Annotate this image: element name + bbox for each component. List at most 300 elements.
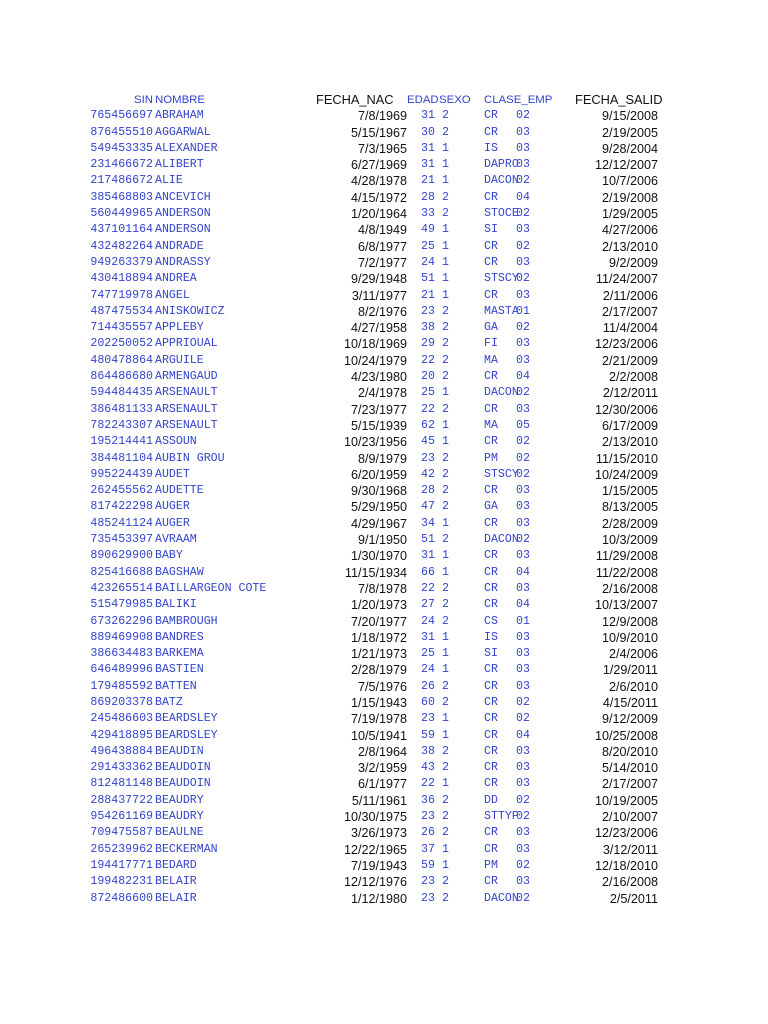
cell-fecha-salida: 9/12/2009 [601,712,658,727]
cell-fecha-salida: 11/15/2010 [595,451,658,466]
cell-clase-code: 03 [516,516,530,530]
cell-clase-emp: CR [484,761,498,775]
cell-nombre: ARGUILE [155,353,204,367]
cell-fecha-nac: 4/8/1949 [357,223,407,238]
cell-nombre: BAGSHAW [155,565,204,579]
cell-nombre: BEARDSLEY [155,712,218,726]
cell-nombre: AGGARWAL [155,125,211,139]
header-fecha-nac: FECHA_NAC [316,92,394,107]
cell-clase-emp: PM [484,451,498,465]
cell-edad: 25 [421,647,435,661]
cell-edad: 49 [421,223,435,237]
cell-fecha-nac: 8/2/1976 [357,304,407,319]
cell-fecha-nac: 5/15/1967 [350,125,407,140]
cell-sin: 480478864 [90,353,153,367]
cell-fecha-nac: 4/27/1958 [350,321,407,336]
table-row [0,630,768,646]
cell-edad: 23 [421,712,435,726]
table-row [0,483,768,499]
cell-fecha-salida: 10/7/2006 [601,174,658,189]
cell-clase-code: 02 [516,533,530,547]
cell-edad: 24 [421,255,435,269]
cell-fecha-salida: 10/9/2010 [601,630,658,645]
cell-fecha-salida: 12/23/2006 [594,337,658,352]
cell-sexo: 2 [442,207,449,221]
header-sin: SIN [134,94,153,106]
table-row [0,271,768,287]
cell-nombre: ARSENAULT [155,418,218,432]
cell-clase-code: 03 [516,125,530,139]
cell-clase-emp: PM [484,858,498,872]
cell-clase-emp: DD [484,793,498,807]
table-row [0,418,768,434]
cell-sexo: 1 [442,630,449,644]
cell-clase-code: 01 [516,614,530,628]
cell-sexo: 1 [442,842,449,856]
cell-sexo: 1 [442,435,449,449]
cell-clase-emp: CR [484,516,498,530]
cell-clase-code: 03 [516,223,530,237]
cell-sin: 194417771 [90,858,153,872]
table-row [0,809,768,825]
cell-sin: 386481133 [90,402,153,416]
table-row [0,434,768,450]
cell-nombre: ANDERSON [155,223,211,237]
cell-fecha-salida: 2/10/2007 [601,810,658,825]
cell-nombre: AUBIN GROU [155,451,225,465]
cell-fecha-nac: 12/12/1976 [343,875,407,890]
cell-fecha-salida: 10/24/2009 [594,467,658,482]
cell-sexo: 2 [442,761,449,775]
cell-sin: 812481148 [90,777,153,791]
cell-clase-emp: CR [484,744,498,758]
cell-clase-code: 03 [516,663,530,677]
cell-clase-emp: CR [484,565,498,579]
table-row [0,646,768,662]
cell-fecha-nac: 4/23/1980 [350,370,407,385]
cell-fecha-nac: 10/5/1941 [350,728,407,743]
cell-fecha-salida: 9/28/2004 [601,141,658,156]
cell-fecha-salida: 2/21/2009 [601,353,658,368]
cell-edad: 21 [421,288,435,302]
cell-nombre: ANDERSON [155,207,211,221]
cell-clase-emp: CR [484,288,498,302]
cell-sexo: 2 [442,598,449,612]
cell-nombre: AUGER [155,500,190,514]
cell-clase-emp: CR [484,777,498,791]
cell-fecha-nac: 1/12/1980 [350,891,407,906]
cell-nombre: ANGEL [155,288,190,302]
cell-sexo: 1 [442,418,449,432]
cell-sexo: 1 [442,288,449,302]
cell-edad: 23 [421,891,435,905]
cell-fecha-nac: 9/1/1950 [357,533,407,548]
cell-fecha-salida: 2/28/2009 [601,516,658,531]
cell-sin: 179485592 [90,679,153,693]
cell-clase-emp: MASTA [484,304,519,318]
cell-clase-code: 03 [516,630,530,644]
table-row [0,891,768,907]
cell-clase-code: 03 [516,842,530,856]
cell-sexo: 1 [442,565,449,579]
cell-fecha-nac: 4/28/1978 [350,174,407,189]
cell-fecha-salida: 5/14/2010 [601,761,658,776]
cell-sin: 594484435 [90,386,153,400]
cell-sexo: 1 [442,777,449,791]
cell-sin: 560449965 [90,207,153,221]
cell-fecha-salida: 2/17/2007 [601,777,658,792]
table-row [0,304,768,320]
cell-sexo: 2 [442,304,449,318]
table-row [0,825,768,841]
cell-clase-emp: CR [484,581,498,595]
cell-fecha-nac: 7/8/1978 [357,581,407,596]
cell-sin: 825416688 [90,565,153,579]
cell-fecha-nac: 7/5/1976 [357,679,407,694]
cell-sexo: 2 [442,190,449,204]
cell-sin: 432482264 [90,239,153,253]
cell-sin: 954261169 [90,810,153,824]
cell-sin: 817422298 [90,500,153,514]
cell-clase-emp: DACON [484,174,519,188]
cell-clase-code: 02 [516,207,530,221]
table-row [0,206,768,222]
cell-clase-code: 03 [516,581,530,595]
cell-clase-code: 04 [516,598,530,612]
cell-sin: 949263379 [90,255,153,269]
cell-edad: 23 [421,875,435,889]
cell-fecha-nac: 5/15/1939 [350,418,407,433]
cell-edad: 59 [421,858,435,872]
cell-clase-code: 03 [516,777,530,791]
cell-edad: 42 [421,467,435,481]
cell-clase-emp: STOCE [484,207,519,221]
cell-clase-code: 02 [516,435,530,449]
cell-sin: 646489996 [90,663,153,677]
cell-fecha-nac: 5/11/1961 [351,793,407,808]
table-row [0,662,768,678]
cell-nombre: BATZ [155,695,183,709]
cell-sexo: 1 [442,647,449,661]
cell-clase-emp: CR [484,435,498,449]
cell-sexo: 1 [442,663,449,677]
cell-sexo: 2 [442,402,449,416]
cell-clase-code: 02 [516,386,530,400]
cell-sexo: 2 [442,614,449,628]
cell-fecha-salida: 12/12/2007 [594,158,658,173]
cell-clase-code: 03 [516,484,530,498]
cell-clase-emp: CR [484,598,498,612]
table-row [0,173,768,189]
header-edad: EDAD [407,94,439,106]
cell-clase-code: 03 [516,761,530,775]
cell-edad: 28 [421,190,435,204]
cell-nombre: BAMBROUGH [155,614,218,628]
table-row [0,760,768,776]
table-row [0,125,768,141]
cell-sexo: 2 [442,826,449,840]
cell-nombre: BASTIEN [155,663,204,677]
cell-clase-code: 03 [516,549,530,563]
cell-sexo: 2 [442,793,449,807]
cell-fecha-salida: 2/6/2010 [608,679,658,694]
cell-clase-emp: CR [484,402,498,416]
cell-sin: 872486600 [90,891,153,905]
cell-fecha-salida: 2/11/2006 [602,288,658,303]
cell-nombre: BAILLARGEON COTE [155,581,267,595]
table-row [0,874,768,890]
table-row [0,548,768,564]
cell-sin: 384481104 [90,451,153,465]
cell-clase-emp: CR [484,826,498,840]
cell-clase-emp: CR [484,549,498,563]
cell-clase-code: 04 [516,190,530,204]
cell-fecha-salida: 2/19/2005 [601,125,658,140]
cell-nombre: BEAUDRY [155,810,204,824]
cell-clase-code: 03 [516,158,530,172]
cell-sin: 199482231 [90,875,153,889]
cell-edad: 38 [421,321,435,335]
header-sexo: SEXO [439,94,471,106]
table-row [0,744,768,760]
cell-fecha-nac: 6/27/1969 [350,158,407,173]
cell-edad: 26 [421,679,435,693]
cell-fecha-nac: 8/9/1979 [357,451,407,466]
table-row [0,108,768,124]
cell-fecha-nac: 10/18/1969 [343,337,407,352]
cell-sin: 709475587 [90,826,153,840]
cell-fecha-salida: 1/15/2005 [601,484,658,499]
cell-sexo: 1 [442,255,449,269]
cell-clase-code: 02 [516,239,530,253]
cell-fecha-nac: 5/29/1950 [350,500,407,515]
cell-sin: 515479985 [90,598,153,612]
table-row [0,369,768,385]
cell-edad: 47 [421,500,435,514]
cell-edad: 59 [421,728,435,742]
header-nombre: NOMBRE [155,94,205,106]
table-row [0,516,768,532]
cell-sin: 747719978 [90,288,153,302]
table-row [0,255,768,271]
cell-fecha-salida: 12/23/2006 [594,826,658,841]
cell-clase-code: 02 [516,810,530,824]
cell-sexo: 2 [442,500,449,514]
cell-edad: 28 [421,484,435,498]
cell-fecha-salida: 2/16/2008 [601,581,658,596]
cell-nombre: ALIE [155,174,183,188]
cell-nombre: ARMENGAUD [155,370,218,384]
cell-edad: 22 [421,353,435,367]
cell-edad: 29 [421,337,435,351]
cell-sexo: 1 [442,549,449,563]
cell-fecha-salida: 11/4/2004 [602,321,658,336]
cell-fecha-nac: 3/11/1977 [351,288,407,303]
cell-clase-emp: IS [484,630,498,644]
cell-fecha-salida: 11/22/2008 [595,565,658,580]
cell-edad: 22 [421,402,435,416]
cell-fecha-salida: 4/27/2006 [601,223,658,238]
cell-sexo: 1 [442,158,449,172]
cell-nombre: BABY [155,549,183,563]
cell-sin: 673262296 [90,614,153,628]
cell-edad: 30 [421,125,435,139]
cell-clase-code: 02 [516,109,530,123]
cell-fecha-nac: 1/18/1972 [350,630,407,645]
cell-clase-emp: GA [484,500,498,514]
cell-sin: 890629900 [90,549,153,563]
cell-fecha-nac: 2/8/1964 [357,744,407,759]
cell-nombre: ABRAHAM [155,109,204,123]
cell-fecha-salida: 2/19/2008 [601,190,658,205]
cell-sexo: 1 [442,728,449,742]
cell-edad: 27 [421,598,435,612]
cell-nombre: ASSOUN [155,435,197,449]
cell-fecha-nac: 1/21/1973 [350,647,407,662]
cell-edad: 26 [421,826,435,840]
cell-clase-emp: DAPRO [484,158,519,172]
cell-clase-code: 03 [516,337,530,351]
cell-edad: 38 [421,744,435,758]
cell-fecha-salida: 8/13/2005 [601,500,658,515]
cell-clase-code: 03 [516,875,530,889]
cell-sin: 423265514 [90,581,153,595]
cell-fecha-nac: 7/19/1978 [350,712,407,727]
cell-edad: 25 [421,386,435,400]
cell-clase-code: 03 [516,826,530,840]
cell-fecha-nac: 9/30/1968 [350,484,407,499]
cell-fecha-nac: 7/3/1965 [357,141,407,156]
table-row [0,728,768,744]
cell-clase-code: 03 [516,647,530,661]
cell-edad: 21 [421,174,435,188]
table-row [0,320,768,336]
table-row [0,239,768,255]
table-row [0,190,768,206]
cell-sexo: 1 [442,858,449,872]
cell-sexo: 2 [442,744,449,758]
cell-clase-emp: GA [484,321,498,335]
cell-sin: 217486672 [90,174,153,188]
table-row [0,597,768,613]
cell-fecha-nac: 7/2/1977 [357,255,407,270]
cell-edad: 23 [421,810,435,824]
cell-clase-code: 02 [516,174,530,188]
cell-nombre: BALIKI [155,598,197,612]
cell-clase-emp: CR [484,695,498,709]
cell-nombre: ARSENAULT [155,402,218,416]
cell-fecha-salida: 9/15/2008 [601,109,658,124]
cell-nombre: ANDREA [155,272,197,286]
cell-clase-code: 03 [516,402,530,416]
cell-sin: 765456697 [90,109,153,123]
cell-nombre: BELAIR [155,891,197,905]
table-row [0,499,768,515]
cell-fecha-nac: 11/15/1934 [344,565,407,580]
cell-clase-emp: SI [484,223,498,237]
cell-sin: 195214441 [90,435,153,449]
cell-sin: 864486680 [90,370,153,384]
cell-clase-code: 02 [516,321,530,335]
cell-nombre: BANDRES [155,630,204,644]
cell-edad: 22 [421,777,435,791]
table-row [0,565,768,581]
cell-sin: 202250052 [90,337,153,351]
cell-sexo: 2 [442,679,449,693]
cell-clase-emp: STSCY [484,272,519,286]
cell-fecha-nac: 2/4/1978 [357,386,407,401]
cell-sin: 735453397 [90,533,153,547]
cell-edad: 62 [421,418,435,432]
cell-edad: 31 [421,158,435,172]
cell-edad: 37 [421,842,435,856]
table-row [0,141,768,157]
cell-fecha-salida: 10/13/2007 [594,598,658,613]
cell-clase-emp: CR [484,679,498,693]
cell-nombre: ANCEVICH [155,190,211,204]
table-row [0,614,768,630]
cell-edad: 36 [421,793,435,807]
cell-nombre: BEAUDOIN [155,761,211,775]
cell-nombre: BELAIR [155,875,197,889]
cell-clase-emp: CR [484,663,498,677]
cell-fecha-salida: 3/12/2011 [602,842,658,857]
cell-fecha-salida: 4/15/2011 [602,695,658,710]
cell-clase-code: 02 [516,272,530,286]
cell-clase-code: 02 [516,891,530,905]
cell-sin: 485241124 [90,516,153,530]
cell-clase-code: 02 [516,695,530,709]
cell-fecha-salida: 2/16/2008 [601,875,658,890]
cell-edad: 24 [421,614,435,628]
cell-nombre: AUDETTE [155,484,204,498]
cell-nombre: BECKERMAN [155,842,218,856]
cell-edad: 66 [421,565,435,579]
cell-clase-emp: DACON [484,891,519,905]
cell-nombre: ANISKOWICZ [155,304,225,318]
cell-sexo: 2 [442,484,449,498]
cell-fecha-salida: 2/17/2007 [601,304,658,319]
cell-clase-emp: IS [484,141,498,155]
cell-sexo: 1 [442,141,449,155]
cell-fecha-nac: 12/22/1965 [343,842,407,857]
cell-sin: 782243307 [90,418,153,432]
cell-fecha-nac: 4/15/1972 [350,190,407,205]
cell-clase-code: 03 [516,353,530,367]
cell-clase-code: 03 [516,288,530,302]
cell-fecha-nac: 10/30/1975 [343,810,407,825]
cell-fecha-nac: 9/29/1948 [350,272,407,287]
cell-sexo: 2 [442,321,449,335]
cell-sin: 385468803 [90,190,153,204]
cell-sin: 262455562 [90,484,153,498]
cell-sexo: 2 [442,875,449,889]
cell-sexo: 1 [442,272,449,286]
employee-table [0,92,768,907]
cell-edad: 23 [421,451,435,465]
cell-clase-code: 02 [516,858,530,872]
cell-sexo: 2 [442,125,449,139]
cell-clase-emp: CR [484,125,498,139]
cell-fecha-salida: 2/2/2008 [608,370,658,385]
cell-sexo: 2 [442,451,449,465]
cell-fecha-salida: 11/29/2008 [595,549,658,564]
cell-sin: 487475534 [90,304,153,318]
cell-fecha-salida: 10/3/2009 [601,533,658,548]
cell-nombre: APPLEBY [155,321,204,335]
cell-nombre: AUGER [155,516,190,530]
cell-clase-emp: DACON [484,533,519,547]
